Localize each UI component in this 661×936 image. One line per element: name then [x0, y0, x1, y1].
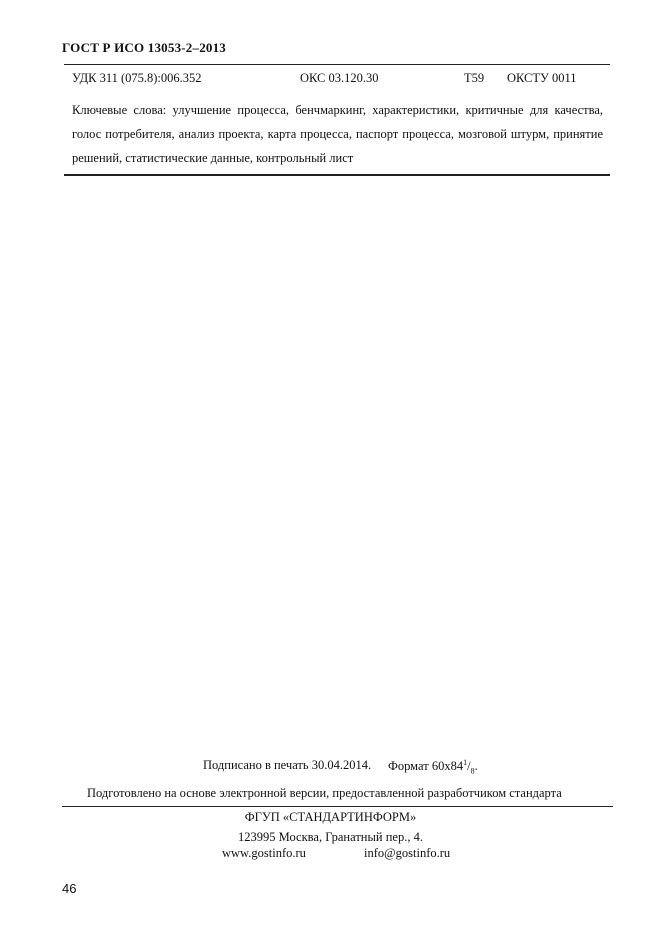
publisher-address: 123995 Москва, Гранатный пер., 4.	[238, 830, 423, 844]
publisher-email: info@gostinfo.ru	[364, 846, 451, 860]
format-suffix: .	[474, 759, 478, 774]
publisher-divider	[62, 806, 613, 807]
page-number: 46	[62, 881, 77, 896]
format-numerator: 1	[463, 758, 468, 767]
okstu-code: ОКСТУ 0011	[507, 71, 577, 85]
document-code: ГОСТ Р ИСО 13053-2–2013	[62, 40, 227, 55]
oks-code: ОКС 03.120.30	[300, 71, 379, 85]
keywords-divider	[64, 174, 610, 176]
top-divider	[64, 64, 610, 65]
t-code: Т59	[464, 71, 485, 85]
paper-format: Формат $60х84^1/_8$.	[388, 758, 478, 776]
keywords-paragraph: Ключевые слова: улучшение процесса, бенчмаркинг, характеристики, критичные для качества, голос потребителя, анализ проекта, карта процесса, паспорт процесса, мозговой штурм, принятие решений, статистические данные, контрольный лист	[72, 103, 603, 165]
udk-code: УДК 311 (075.8):006.352	[72, 71, 202, 85]
format-prefix: Формат 60х84	[388, 759, 464, 774]
publisher-website: www.gostinfo.ru	[222, 846, 306, 860]
format-denominator: 8	[470, 766, 475, 776]
publisher-name: ФГУП «СТАНДАРТИНФОРМ»	[244, 810, 417, 824]
prepared-note: Подготовлено на основе электронной версии, предоставленной разработчиком стандарта	[87, 786, 562, 800]
signed-date: Подписано в печать 30.04.2014.	[203, 758, 372, 772]
